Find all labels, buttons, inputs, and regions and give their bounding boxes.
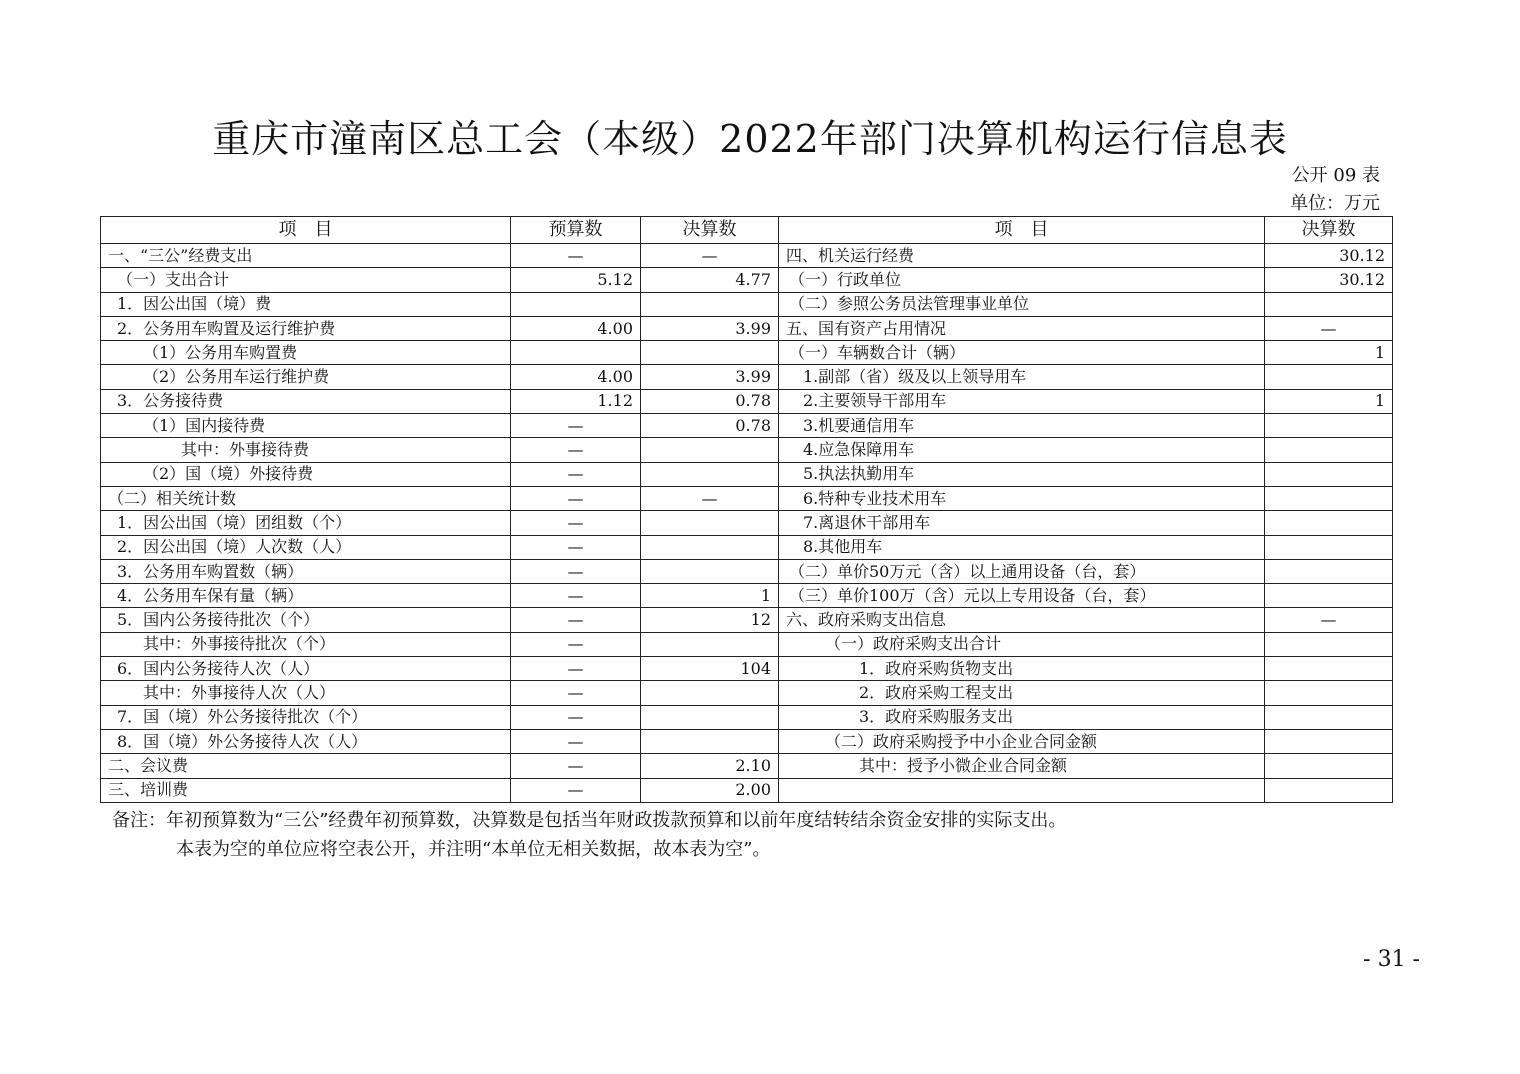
row-left-item: 2．公务用车购置及运行维护费 — [101, 316, 511, 340]
row-right-item: （一）车辆数合计（辆） — [779, 341, 1265, 365]
row-right-item: 2.主要领导干部用车 — [779, 389, 1265, 413]
row-right-final: 30.12 — [1265, 268, 1393, 292]
row-right-final: 30.12 — [1265, 244, 1393, 268]
header-row — [101, 217, 1393, 244]
row-final: 0.78 — [641, 414, 779, 438]
row-left-item: 3．公务接待费 — [101, 389, 511, 413]
row-left-item: 其中：外事接待费 — [101, 438, 511, 462]
header-right-item: 项 目 — [779, 217, 1265, 244]
table-row — [101, 486, 1393, 510]
row-final: 1 — [641, 584, 779, 608]
row-right-item: 4.应急保障用车 — [779, 438, 1265, 462]
row-final: 2.10 — [641, 754, 779, 778]
row-budget: — — [511, 244, 641, 268]
row-final — [641, 438, 779, 462]
row-final — [641, 632, 779, 656]
row-final — [641, 705, 779, 729]
row-final — [641, 511, 779, 535]
row-right-item: （二）单价50万元（含）以上通用设备（台，套） — [779, 559, 1265, 583]
row-right-item: 3.机要通信用车 — [779, 414, 1265, 438]
row-right-final: 1 — [1265, 389, 1393, 413]
row-right-final — [1265, 438, 1393, 462]
row-final: — — [641, 244, 779, 268]
header-final: 决算数 — [641, 217, 779, 244]
row-final — [641, 292, 779, 316]
row-left-item: （2）国（境）外接待费 — [101, 462, 511, 486]
notes — [112, 806, 1066, 864]
table-row — [101, 341, 1393, 365]
row-right-item: 四、机关运行经费 — [779, 244, 1265, 268]
table-row — [101, 729, 1393, 753]
row-left-item: 一、“三公”经费支出 — [101, 244, 511, 268]
table-row — [101, 389, 1393, 413]
row-final: 2.00 — [641, 778, 779, 802]
note-line: 备注：年初预算数为“三公”经费年初预算数，决算数是包括当年财政拨款预算和以前年度结转结余资金安排的实际支出。 — [112, 810, 1067, 831]
row-right-final — [1265, 414, 1393, 438]
row-budget: — — [511, 535, 641, 559]
row-right-final — [1265, 535, 1393, 559]
row-budget: — — [511, 559, 641, 583]
table-row — [101, 559, 1393, 583]
row-right-item: 3．政府采购服务支出 — [779, 705, 1265, 729]
table-row — [101, 705, 1393, 729]
row-right-final: 1 — [1265, 341, 1393, 365]
table-row — [101, 681, 1393, 705]
row-left-item: 4．公务用车保有量（辆） — [101, 584, 511, 608]
row-left-item: 5．国内公务接待批次（个） — [101, 608, 511, 632]
row-budget — [511, 341, 641, 365]
row-right-item: （二）政府采购授予中小企业合同金额 — [779, 729, 1265, 753]
row-right-item: 六、政府采购支出信息 — [779, 608, 1265, 632]
row-right-final — [1265, 292, 1393, 316]
row-final: 3.99 — [641, 316, 779, 340]
table-row — [101, 632, 1393, 656]
row-final — [641, 729, 779, 753]
row-left-item: 三、培训费 — [101, 778, 511, 802]
row-left-item: （二）相关统计数 — [101, 486, 511, 510]
row-left-item: （2）公务用车运行维护费 — [101, 365, 511, 389]
page-number: - 31 - — [1363, 947, 1420, 972]
table-row — [101, 657, 1393, 681]
row-right-final — [1265, 681, 1393, 705]
row-right-item: 6.特种专业技术用车 — [779, 486, 1265, 510]
table-row — [101, 268, 1393, 292]
row-left-item: （1）国内接待费 — [101, 414, 511, 438]
row-final — [641, 535, 779, 559]
row-right-item — [779, 778, 1265, 802]
row-budget: — — [511, 462, 641, 486]
row-right-final — [1265, 511, 1393, 535]
row-budget: — — [511, 754, 641, 778]
info-table — [100, 216, 1393, 803]
unit-label: 单位：万元 — [1290, 193, 1380, 214]
table-row — [101, 778, 1393, 802]
row-final — [641, 462, 779, 486]
row-budget: — — [511, 414, 641, 438]
row-budget: — — [511, 584, 641, 608]
row-left-item: 其中：外事接待批次（个） — [101, 632, 511, 656]
row-right-item: （三）单价100万（含）元以上专用设备（台，套） — [779, 584, 1265, 608]
row-budget: 4.00 — [511, 316, 641, 340]
row-budget: — — [511, 778, 641, 802]
row-right-final — [1265, 365, 1393, 389]
row-left-item: 二、会议费 — [101, 754, 511, 778]
table-row — [101, 608, 1393, 632]
row-budget: — — [511, 681, 641, 705]
row-final — [641, 559, 779, 583]
row-right-final — [1265, 729, 1393, 753]
row-left-item: 1．因公出国（境）团组数（个） — [101, 511, 511, 535]
row-budget: — — [511, 729, 641, 753]
row-right-final — [1265, 584, 1393, 608]
table-code: 公开 09 表 — [1291, 165, 1380, 186]
table-row — [101, 365, 1393, 389]
row-left-item: 3．公务用车购置数（辆） — [101, 559, 511, 583]
row-right-final: — — [1265, 608, 1393, 632]
row-left-item: 1．因公出国（境）费 — [101, 292, 511, 316]
row-budget: — — [511, 632, 641, 656]
row-budget: — — [511, 438, 641, 462]
row-final: 104 — [641, 657, 779, 681]
row-left-item: 7．国（境）外公务接待批次（个） — [101, 705, 511, 729]
row-right-final — [1265, 559, 1393, 583]
table-row — [101, 244, 1393, 268]
row-right-final: — — [1265, 316, 1393, 340]
row-budget: — — [511, 486, 641, 510]
header-budget: 预算数 — [511, 217, 641, 244]
row-right-item: 5.执法执勤用车 — [779, 462, 1265, 486]
row-left-item: （1）公务用车购置费 — [101, 341, 511, 365]
table-row — [101, 754, 1393, 778]
row-left-item: 2．因公出国（境）人次数（人） — [101, 535, 511, 559]
header-left-item: 项 目 — [101, 217, 511, 244]
row-right-final — [1265, 632, 1393, 656]
table-row — [101, 584, 1393, 608]
row-final — [641, 341, 779, 365]
row-right-final — [1265, 705, 1393, 729]
row-right-item: （一）行政单位 — [779, 268, 1265, 292]
row-right-final — [1265, 486, 1393, 510]
row-final — [641, 681, 779, 705]
row-right-item: 7.离退休干部用车 — [779, 511, 1265, 535]
row-final: 3.99 — [641, 365, 779, 389]
row-right-final — [1265, 657, 1393, 681]
header-right-final: 决算数 — [1265, 217, 1393, 244]
table-row — [101, 462, 1393, 486]
row-right-item: （一）政府采购支出合计 — [779, 632, 1265, 656]
note-line: 本表为空的单位应将空表公开，并注明“本单位无相关数据，故本表为空”。 — [176, 839, 771, 860]
row-final: — — [641, 486, 779, 510]
table-row — [101, 535, 1393, 559]
row-left-item: （一）支出合计 — [101, 268, 511, 292]
table-row — [101, 316, 1393, 340]
row-right-final — [1265, 778, 1393, 802]
row-right-final — [1265, 754, 1393, 778]
row-left-item: 6．国内公务接待人次（人） — [101, 657, 511, 681]
table-row — [101, 414, 1393, 438]
row-left-item: 8．国（境）外公务接待人次（人） — [101, 729, 511, 753]
row-budget: — — [511, 705, 641, 729]
table-row — [101, 292, 1393, 316]
row-right-item: 8.其他用车 — [779, 535, 1265, 559]
table-row — [101, 511, 1393, 535]
page-title: 重庆市潼南区总工会（本级）2022年部门决算机构运行信息表 — [212, 117, 1288, 161]
row-budget: — — [511, 608, 641, 632]
row-budget: 5.12 — [511, 268, 641, 292]
row-budget: — — [511, 657, 641, 681]
row-right-final — [1265, 462, 1393, 486]
table-row — [101, 438, 1393, 462]
row-budget — [511, 292, 641, 316]
row-right-item: 其中：授予小微企业合同金额 — [779, 754, 1265, 778]
row-right-item: 1．政府采购货物支出 — [779, 657, 1265, 681]
row-budget: — — [511, 511, 641, 535]
row-budget: 1.12 — [511, 389, 641, 413]
row-final: 0.78 — [641, 389, 779, 413]
row-right-item: 1.副部（省）级及以上领导用车 — [779, 365, 1265, 389]
row-right-item: （二）参照公务员法管理事业单位 — [779, 292, 1265, 316]
row-right-item: 2．政府采购工程支出 — [779, 681, 1265, 705]
row-final: 12 — [641, 608, 779, 632]
row-final: 4.77 — [641, 268, 779, 292]
row-budget: 4.00 — [511, 365, 641, 389]
row-left-item: 其中：外事接待人次（人） — [101, 681, 511, 705]
row-right-item: 五、国有资产占用情况 — [779, 316, 1265, 340]
